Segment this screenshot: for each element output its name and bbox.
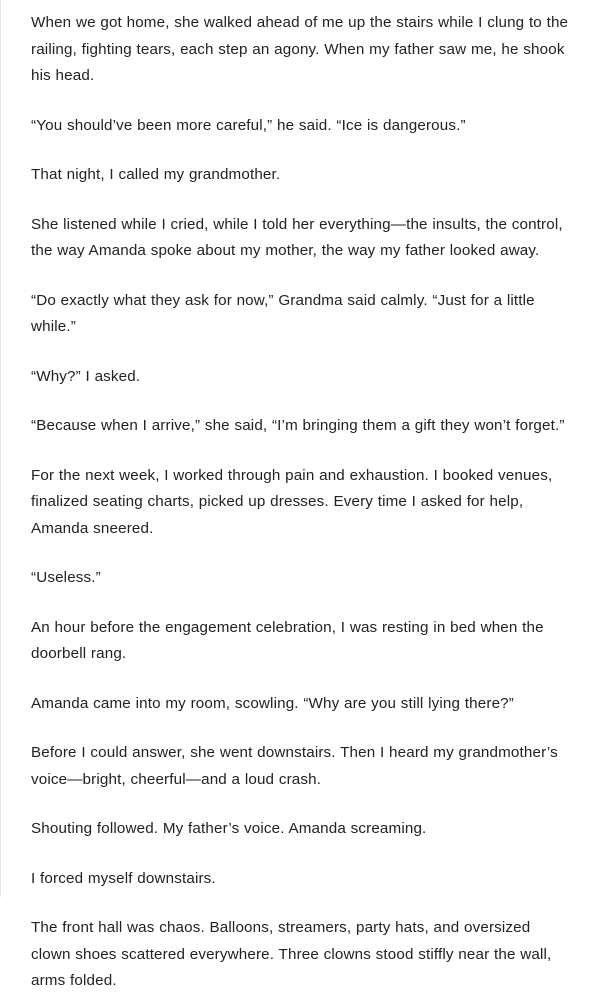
paragraph: “Why?” I asked. — [31, 367, 141, 385]
paragraph: She listened while I cried, while I told her everything—the insults, the control, the way Amanda spoke about my mother, the way my father looked away. — [31, 215, 563, 259]
paragraph: I forced myself downstairs. — [31, 869, 216, 887]
paragraph: The front hall was chaos. Balloons, streamers, party hats, and oversized clown shoes scattered everywhere. Three clowns stood stiffly near the wall, arms folded. — [31, 919, 552, 989]
paragraph: When we got home, she walked ahead of me up the stairs while I clung to the railing, fighting tears, each step an agony. When my father saw me, he shook his head. — [31, 14, 569, 84]
paragraph: Before I could answer, she went downstairs. Then I heard my grandmother’s voice—bright, cheerful—and a loud crash. — [31, 744, 558, 788]
paragraph: For the next week, I worked through pain and exhaustion. I booked venues, finalized seating charts, picked up dresses. Every time I asked for help, Amanda sneered. — [31, 466, 553, 537]
paragraph: An hour before the engagement celebration, I was resting in bed when the doorbell rang. — [31, 618, 544, 662]
paragraph: Shouting followed. My father’s voice. Amanda screaming. — [31, 820, 427, 837]
paragraph: “Do exactly what they ask for now,” Grandma said calmly. “Just for a little while.” — [31, 291, 535, 335]
paragraph: Amanda came into my room, scowling. “Why are you still lying there?” — [31, 694, 514, 712]
paragraph: “Because when I arrive,” she said, “I’m bringing them a gift they won’t forget.” — [31, 417, 565, 434]
left-margin-rule — [0, 0, 1, 897]
paragraph: “You should’ve been more careful,” he said. “Ice is dangerous.” — [31, 116, 466, 134]
paragraph: “Useless.” — [31, 569, 101, 586]
paragraph: That night, I called my grandmother. — [31, 166, 281, 183]
